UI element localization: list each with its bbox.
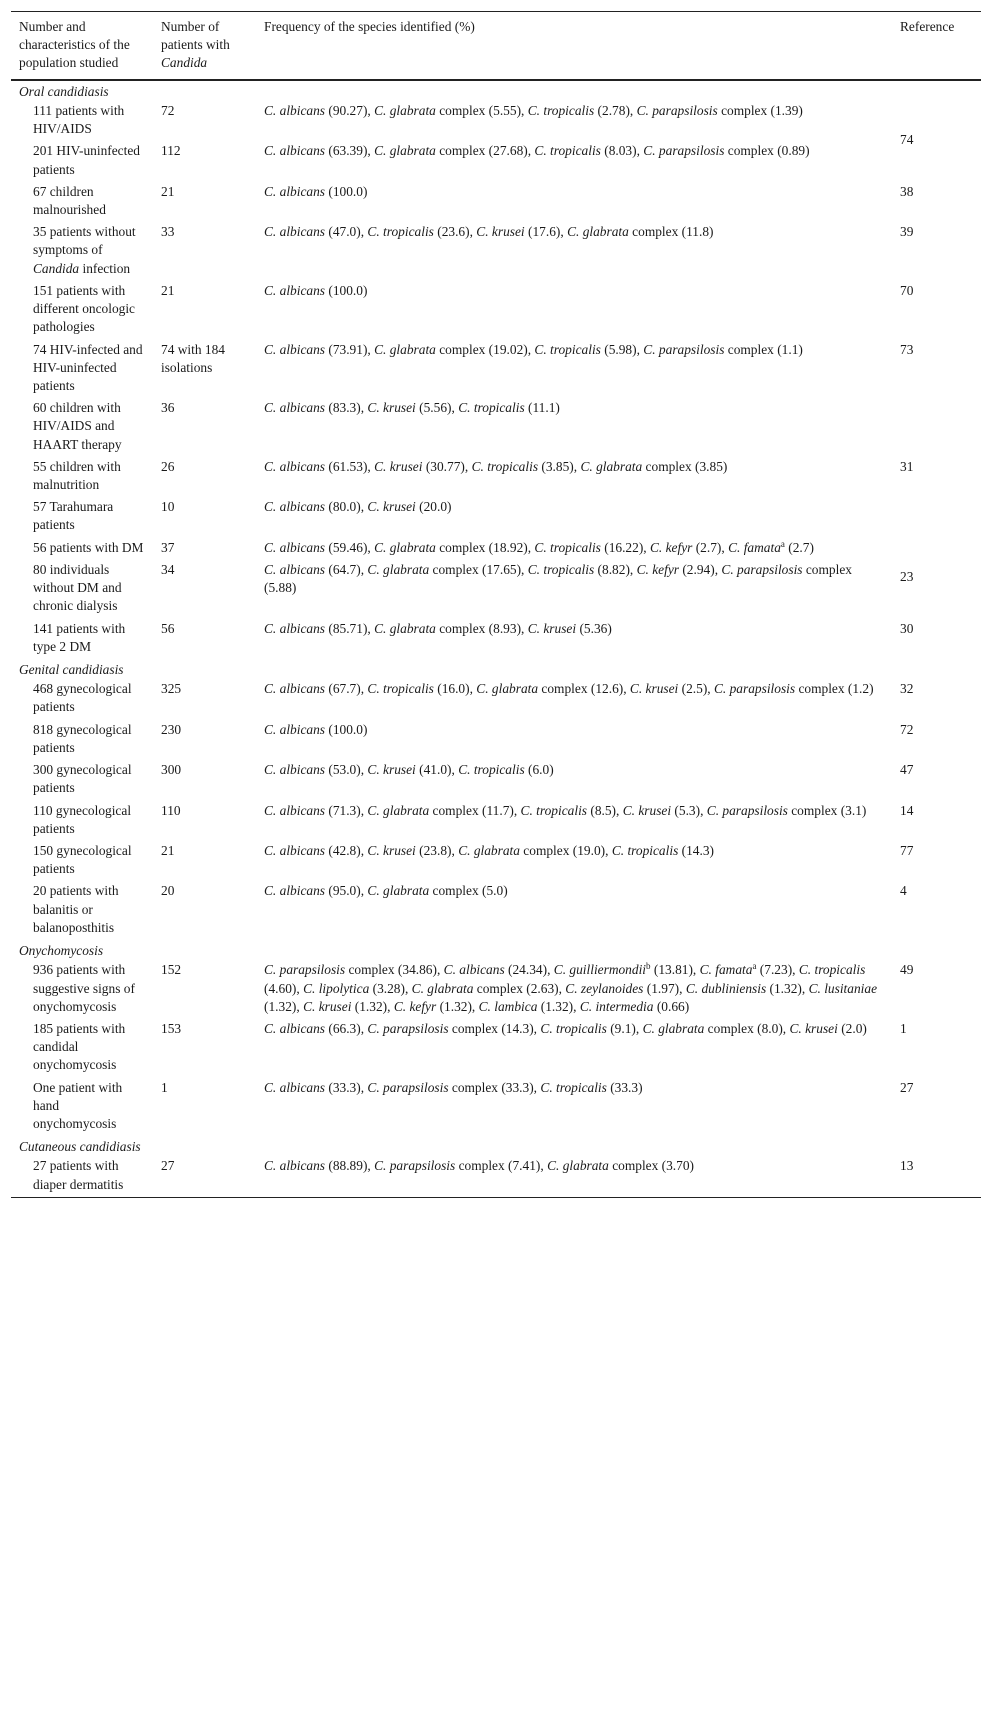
patients-cell: 27 — [153, 1156, 256, 1197]
species-name: C. lambica — [478, 998, 538, 1014]
reference-cell: 31 — [900, 458, 914, 474]
species-name: C. albicans — [264, 539, 326, 555]
frequency-cell: C. albicans (88.89), C. parapsilosis complex (7.41), C. glabrata complex (3.70) — [256, 1156, 892, 1197]
population-cell: 27 patients with diaper dermatitis — [11, 1156, 153, 1197]
species-name: C. famata — [699, 962, 753, 978]
section-row — [11, 80, 981, 101]
species-name: C. krusei — [303, 998, 352, 1014]
species-name: C. glabrata — [580, 458, 643, 474]
species-name: C. tropicalis — [540, 1079, 607, 1095]
species-name: C. tropicalis — [611, 842, 679, 858]
header-reference: Reference — [900, 19, 955, 34]
population-cell: 141 patients with type 2 DM — [33, 620, 126, 654]
species-name: C. tropicalis — [367, 681, 434, 697]
footnote-mark: a — [780, 538, 785, 549]
species-name: C. glabrata — [374, 143, 436, 159]
population-cell: 936 patients with suggestive signs of onychomycosis — [33, 962, 135, 1014]
reference-cell: 70 — [900, 282, 914, 298]
patients-cell: 33 — [161, 224, 175, 240]
section-title: Cutaneous candidiasis — [19, 1139, 141, 1155]
table-row — [11, 619, 981, 659]
species-name: C. albicans — [264, 681, 326, 697]
population-cell: 110 gynecological patients — [33, 802, 132, 836]
population-cell: 57 Tarahumara patients — [33, 499, 114, 533]
table-row — [11, 281, 981, 340]
species-name: C. tropicalis — [367, 224, 434, 240]
section-title: Onychomycosis — [19, 943, 104, 959]
species-name: C. krusei — [367, 499, 416, 515]
species-name: C. tropicalis — [520, 802, 588, 818]
section-title: Oral candidiasis — [19, 83, 109, 99]
population-cell: 74 HIV-infected and HIV-uninfected patients — [33, 341, 143, 393]
patients-cell: 34 — [161, 561, 175, 577]
header-patients-italic: Candida — [161, 55, 208, 71]
table-row — [11, 398, 981, 457]
population-cell: 35 patients without symptoms of Candida infection — [33, 224, 136, 276]
species-name: C. intermedia — [579, 998, 654, 1014]
table-row — [11, 960, 981, 1019]
species-name: C. tropicalis — [458, 762, 525, 778]
species-name: C. albicans — [264, 183, 326, 199]
species-name: C. tropicalis — [534, 143, 601, 159]
species-name: C. krusei — [476, 224, 525, 240]
species-name: C. glabrata — [458, 842, 520, 858]
table-row — [11, 801, 981, 841]
header-patients — [153, 12, 256, 80]
population-cell: 185 patients with candidal onychomycosis — [33, 1020, 126, 1073]
species-name: C. zeylanoides — [565, 980, 644, 996]
species-name: C. albicans — [264, 499, 326, 515]
population-cell: 818 gynecological patients — [33, 721, 132, 755]
species-name: C. albicans — [264, 341, 326, 357]
reference-cell: 49 — [900, 962, 914, 978]
table-row — [11, 1078, 981, 1137]
patients-cell: 74 with 184 isolations — [161, 341, 225, 375]
species-name: C. parapsilosis — [367, 1020, 449, 1036]
species-name: C. krusei — [629, 681, 679, 697]
patients-cell: 37 — [161, 539, 175, 555]
species-name: C. kefyr — [636, 561, 679, 577]
population-cell: 60 children with HIV/AIDS and HAART therapy — [33, 400, 122, 452]
species-name: C. albicans — [264, 458, 326, 474]
species-name: C. albicans — [264, 561, 326, 577]
patients-cell: 153 — [161, 1020, 182, 1036]
species-name: C. parapsilosis — [367, 1079, 449, 1095]
species-name: C. albicans — [264, 842, 326, 858]
species-name: C. parapsilosis — [636, 102, 718, 118]
species-name: C. albicans — [264, 224, 326, 240]
frequency-cell: C. albicans (83.3), C. krusei (5.56), C. tropicalis (11.1) — [264, 400, 560, 416]
population-cell: 201 HIV-uninfected patients — [33, 143, 140, 177]
species-name: C. parapsilosis — [721, 561, 803, 577]
frequency-cell: C. albicans (59.46), C. glabrata complex (18.92), C. tropicalis (16.22), C. kefyr (2.7), C. famata$^a$ (2.7) — [264, 538, 814, 555]
frequency-cell: C. albicans (100.0) — [264, 282, 368, 298]
frequency-cell: C. albicans (47.0), C. tropicalis (23.6), C. krusei (17.6), C. glabrata complex (11.8) — [264, 224, 714, 240]
table-row — [11, 841, 981, 881]
patients-cell: 152 — [161, 962, 182, 978]
species-name: C. tropicalis — [798, 962, 866, 978]
reference-cell: 77 — [900, 842, 914, 858]
patients-cell: 21 — [161, 282, 175, 298]
frequency-cell: C. albicans (67.7), C. tropicalis (16.0), C. glabrata complex (12.6), C. krusei (2.5), C. parapsilosis complex (1.2) — [264, 681, 874, 697]
reference-cell: 39 — [900, 224, 914, 240]
species-name: C. famata — [728, 539, 781, 555]
section-title: Genital candidiasis — [19, 662, 124, 677]
reference-cell: 47 — [900, 762, 914, 778]
species-name: C. albicans — [264, 762, 326, 778]
table-row — [11, 182, 981, 222]
patients-cell: 26 — [161, 458, 175, 474]
frequency-cell: C. albicans (66.3), C. parapsilosis complex (14.3), C. tropicalis (9.1), C. glabrata complex (8.0), C. krusei (2.0) — [264, 1020, 867, 1036]
population-cell: 111 patients with HIV/AIDS — [33, 102, 125, 137]
reference-cell: 74 — [900, 132, 914, 148]
species-name: C. glabrata — [367, 802, 430, 818]
species-name: C. albicans — [264, 1158, 326, 1174]
patients-cell: 1 — [161, 1079, 168, 1095]
species-name: C. tropicalis — [471, 458, 539, 474]
table-row — [11, 679, 981, 719]
reference-cell: 72 — [900, 721, 914, 737]
table-row — [11, 720, 981, 760]
species-name: C. tropicalis — [458, 400, 525, 416]
species-name: C. tropicalis — [534, 341, 601, 357]
section-row — [11, 1136, 981, 1156]
species-name: C. krusei — [622, 802, 672, 818]
table-row — [11, 141, 981, 181]
frequency-cell: C. albicans (42.8), C. krusei (23.8), C. glabrata complex (19.0), C. tropicalis (14.3) — [264, 842, 714, 858]
frequency-cell: C. albicans (100.0) — [264, 183, 368, 199]
population-italic: Candida — [33, 260, 80, 276]
species-name: C. glabrata — [411, 980, 474, 996]
species-name: C. albicans — [264, 143, 326, 159]
reference-cell: 14 — [900, 802, 914, 818]
species-name: C. albicans — [264, 1079, 326, 1095]
species-name: C. guilliermondii — [553, 962, 647, 978]
table-row — [11, 457, 981, 497]
table-body — [11, 80, 981, 1198]
species-name: C. albicans — [264, 620, 326, 636]
species-name: C. glabrata — [374, 539, 436, 555]
reference-cell: 4 — [900, 883, 907, 899]
reference-cell — [892, 497, 981, 537]
patients-cell: 230 — [161, 721, 182, 737]
frequency-cell: C. albicans (71.3), C. glabrata complex (11.7), C. tropicalis (8.5), C. krusei (5.3), C. parapsilosis complex (3.1) — [264, 802, 867, 818]
patients-cell: 56 — [161, 620, 175, 636]
table-row — [11, 538, 981, 560]
patients-cell: 21 — [161, 183, 175, 199]
species-name: C. glabrata — [642, 1020, 705, 1036]
species-name: C. glabrata — [367, 883, 430, 899]
species-name: C. glabrata — [547, 1158, 609, 1174]
species-name: C. krusei — [374, 458, 423, 474]
reference-cell: 13 — [892, 1156, 981, 1197]
patients-cell: 110 — [161, 802, 181, 818]
species-name: C. glabrata — [476, 681, 539, 697]
section-row — [11, 659, 981, 679]
frequency-cell: C. albicans (63.39), C. glabrata complex (27.68), C. tropicalis (8.03), C. parapsilosis complex (0.89) — [264, 143, 810, 159]
frequency-cell: C. albicans (80.0), C. krusei (20.0) — [264, 499, 452, 515]
patients-cell: 21 — [161, 842, 175, 858]
frequency-cell: C. albicans (100.0) — [264, 721, 368, 737]
population-cell: 300 gynecological patients — [33, 762, 132, 796]
population-cell: 56 patients with DM — [33, 539, 144, 555]
reference-cell: 73 — [900, 341, 914, 357]
species-name: C. krusei — [789, 1020, 838, 1036]
reference-cell: 27 — [900, 1079, 914, 1095]
population-cell: 80 individuals without DM and chronic dialysis — [33, 561, 122, 614]
species-name: C. krusei — [367, 842, 416, 858]
patients-cell: 112 — [161, 143, 181, 159]
frequency-cell: C. albicans (61.53), C. krusei (30.77), C. tropicalis (3.85), C. glabrata complex (3.85) — [264, 458, 728, 474]
frequency-cell: C. albicans (64.7), C. glabrata complex (17.65), C. tropicalis (8.82), C. kefyr (2.94), C. parapsilosis complex (5.88) — [264, 561, 852, 596]
reference-cell: 30 — [900, 620, 914, 636]
reference-cell: 1 — [900, 1020, 907, 1036]
species-name: C. tropicalis — [534, 539, 601, 555]
population-cell: 150 gynecological patients — [33, 842, 132, 877]
footnote-mark: a — [752, 961, 757, 972]
header-patients-prefix: Number of patients with — [161, 19, 230, 53]
frequency-cell: C. albicans (73.91), C. glabrata complex (19.02), C. tropicalis (5.98), C. parapsilosis complex (1.1) — [264, 341, 803, 357]
patients-cell: 20 — [161, 883, 175, 899]
species-name: C. albicans — [264, 802, 326, 818]
table-row — [11, 497, 981, 537]
frequency-cell: C. albicans (53.0), C. krusei (41.0), C. tropicalis (6.0) — [264, 762, 554, 778]
species-name: C. albicans — [264, 400, 326, 416]
species-name: C. parapsilosis — [706, 802, 788, 818]
species-name: C. glabrata — [567, 224, 629, 240]
species-name: C. lusitaniae — [808, 980, 878, 996]
reference-cell — [892, 398, 981, 457]
species-name: C. parapsilosis — [643, 143, 725, 159]
species-name: C. glabrata — [374, 620, 436, 636]
frequency-cell: C. albicans (90.27), C. glabrata complex (5.55), C. tropicalis (2.78), C. parapsilosis complex (1.39) — [264, 102, 803, 118]
species-name: C. albicans — [264, 102, 326, 118]
table-header — [11, 12, 981, 80]
table-row — [11, 1019, 981, 1078]
frequency-cell: C. albicans (33.3), C. parapsilosis complex (33.3), C. tropicalis (33.3) — [264, 1079, 643, 1095]
species-name: C. tropicalis — [540, 1020, 607, 1036]
species-name: C. krusei — [367, 762, 416, 778]
population-cell: 67 children malnourished — [33, 183, 106, 217]
patients-cell: 36 — [161, 400, 175, 416]
candida-species-table — [11, 11, 981, 1198]
species-name: C. albicans — [443, 962, 505, 978]
table-row — [11, 1156, 981, 1197]
species-name: C. parapsilosis — [264, 962, 346, 978]
header-population: Number and characteristics of the population studied — [19, 19, 130, 71]
frequency-cell: C. albicans (95.0), C. glabrata complex (5.0) — [264, 883, 508, 899]
population-cell: 20 patients with balanitis or balanoposthitis — [33, 883, 119, 935]
population-cell: 55 children with malnutrition — [33, 458, 121, 493]
patients-cell: 72 — [161, 102, 175, 118]
table-row — [11, 101, 981, 141]
table-row — [11, 760, 981, 800]
population-cell: 151 patients with different oncologic pathologies — [33, 282, 136, 335]
species-name: C. albicans — [264, 1020, 326, 1036]
species-name: C. krusei — [367, 400, 416, 416]
species-name: C. lipolytica — [303, 980, 370, 996]
species-name: C. kefyr — [649, 539, 693, 555]
species-name: C. dubliniensis — [685, 980, 767, 996]
species-name: C. krusei — [527, 620, 577, 636]
species-name: C. glabrata — [374, 102, 436, 118]
population-cell: One patient with hand onychomycosis — [33, 1079, 123, 1132]
frequency-cell: C. parapsilosis complex (34.86), C. albicans (24.34), C. guilliermondii$^b$ (13.81), C. famata$^a$ (7.23), C. tropicalis (4.60), C. lipolytica (3.28), C. glabrata complex (2.63), C. zeylanoides (1.97), C. dubliniensis (1.32), C. lusitaniae (1.32), C. krusei (1.32), C. kefyr (1.32), C. lambica (1.32), C. intermedia (0.66) — [264, 961, 878, 1014]
species-name: C. albicans — [264, 282, 326, 298]
table-row — [11, 560, 981, 619]
frequency-cell: C. albicans (85.71), C. glabrata complex (8.93), C. krusei (5.36) — [264, 620, 612, 636]
species-name: C. parapsilosis — [374, 1158, 456, 1174]
species-name: C. glabrata — [374, 341, 436, 357]
reference-cell: 32 — [900, 681, 914, 697]
species-name: C. parapsilosis — [643, 341, 725, 357]
patients-cell: 10 — [161, 499, 175, 515]
population-cell: 468 gynecological patients — [33, 681, 132, 715]
species-name: C. kefyr — [393, 998, 437, 1014]
table-row — [11, 881, 981, 940]
table-row — [11, 340, 981, 399]
species-name: C. albicans — [264, 721, 326, 737]
footnote-mark: b — [646, 961, 651, 972]
species-name: C. glabrata — [367, 561, 430, 577]
species-name: C. tropicalis — [527, 561, 595, 577]
patients-cell: 325 — [161, 681, 182, 697]
reference-cell: 23 — [900, 569, 914, 585]
species-name: C. albicans — [264, 883, 326, 899]
header-frequency: Frequency of the species identified (%) — [264, 19, 475, 34]
table-row — [11, 222, 981, 281]
patients-cell: 300 — [161, 762, 182, 778]
reference-cell: 38 — [900, 183, 914, 199]
species-name: C. parapsilosis — [713, 681, 796, 697]
species-name: C. tropicalis — [527, 102, 595, 118]
section-row — [11, 940, 981, 960]
